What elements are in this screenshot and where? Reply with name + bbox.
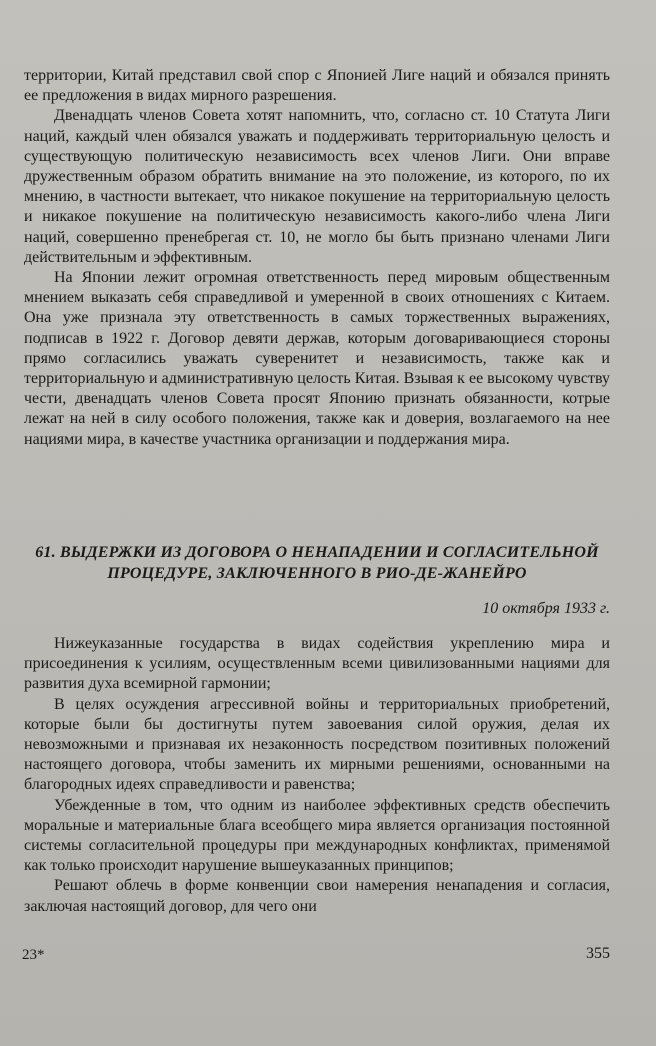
- paragraph: Решают облечь в форме конвенции свои намерения ненападения и согласия, заключая настоящий договор, для чего они: [24, 877, 610, 915]
- paragraph: территории, Китай представил свой спор с Японией Лиге наций и обязался принять ее предложения в видах мирного разрешения.: [24, 67, 610, 105]
- section-date: 10 октября 1933 г.: [482, 600, 610, 617]
- top-text-block: [24, 66, 610, 450]
- paragraph: На Японии лежит огромная ответственность перед мировым общественным мнением выказать себя справедливой и умеренной в своих отношениях с Китаем. Она уже признала эту ответственность в самых торжественных выражениях, подписав в 1922 г. Договор девяти держав, которым договаривающиеся стороны прямо согласились уважать суверенитет и независимость, также как и территориальную и административную целость Китая. Взывая к ее высокому чувству чести, двенадцать членов Совета просят Японию признать обязанности, котрые лежат на ней в силу особого положения, также как и доверия, возлагаемого на нее нациями мира, в качестве участника организации и поддержания мира.: [24, 269, 610, 448]
- section-title: 61. ВЫДЕРЖКИ ИЗ ДОГОВОРА О НЕНАПАДЕНИИ И СОГЛАСИТЕЛЬНОЙ ПРОЦЕДУРЕ, ЗАКЛЮЧЕННОГО В РИО-ДЕ-ЖАНЕЙРО: [35, 544, 599, 582]
- paragraph: Нижеуказанные государства в видах содействия укреплению мира и присоединения к усилиям, осуществленным всеми цивилизованными нациями для развития духа всемирной гармонии;: [24, 635, 610, 693]
- paragraph: Двенадцать членов Совета хотят напомнить, что, согласно ст. 10 Статута Лиги наций, каждый член обязался уважать и поддерживать территориальную целость и существующую политическую независимость всех членов Лиги. Они вправе дружественным образом обратить внимание на это положение, из которого, по их мнению, в частности вытекает, что никакое покушение на территориальную целость и никакое покушение на политическую независимость какого-либо члена Лиги наций, совершенно пренебрегая ст. 10, не могло бы быть признано членами Лиги действительным и эффективным.: [24, 107, 610, 266]
- page-number: 355: [586, 945, 610, 962]
- paragraph: В целях осуждения агрессивной войны и территориальных приобретений, которые были бы достигнуты путем завоевания силой оружия, делая их невозможными и признавая их незаконность посредством позитивных положений настоящего договора, чтобы заменить их мирными решениями, основанными на благородных идеях справедливости и равенства;: [24, 695, 610, 794]
- bottom-text-block: [24, 634, 610, 917]
- paragraph: Убежденные в том, что одним из наиболее эффективных средств обеспечить моральные и материальные блага всеобщего мира является организация постоянной системы согласительной процедуры при международных конфликтах, применямой как только происходит нарушение вышеуказанных принципов;: [24, 796, 610, 875]
- signature-mark: 23*: [22, 947, 45, 963]
